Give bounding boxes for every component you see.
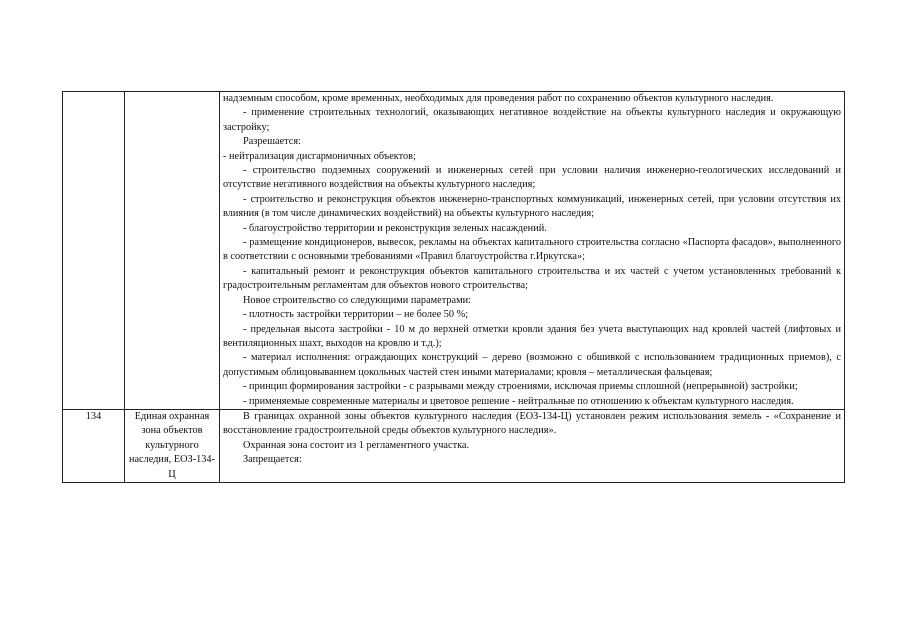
paragraph: Охранная зона состоит из 1 регламентного участка. [243,439,470,451]
regulations-table [62,91,845,483]
paragraph: - применяемые современные материалы и цветовое решение - нейтральные по отношению к объектам культурного наследия. [243,395,794,407]
paragraph: - принцип формирования застройки - с разрывами между строениями, исключая приемы сплошной (непрерывной) застройки; [243,381,798,393]
paragraph: - капитальный ремонт и реконструкция объектов капитального строительства и их частей с учетом установленных требований к градостроительным регламентам для объектов нового строительства; [223,265,841,292]
paragraph: Новое строительство со следующими параметрами: [243,294,471,306]
paragraph: Разрешается: [243,136,301,148]
table-row [63,92,845,410]
paragraph: Запрещается: [243,454,302,466]
table-row [63,409,845,482]
paragraph: - строительство и реконструкция объектов инженерно-транспортных коммуникаций, инженерных сетей, при условии отсутствия их влияния (в том числе динамических воздействий) на объекты культурного наследия; [223,193,841,220]
regulation-text-cell [220,409,845,482]
paragraph: - нейтрализация дисгармоничных объектов; [223,150,416,162]
paragraph: - благоустройство территории и реконструкция зеленых насаждений. [243,222,547,234]
paragraph: В границах охранной зоны объектов культурного наследия (ЕОЗ-134-Ц) установлен режим использования земель - «Сохранение и восстановление градостроительной среды объектов культурного наследия». [223,410,841,437]
zone-name-cell: Единая охранная зона объектов культурного наследия, ЕОЗ-134-Ц [125,409,220,482]
paragraph: - материал исполнения: ограждающих конструкций – дерево (возможно с обшивкой с использованием традиционных приемов), с допустимым облицовыванием цокольных частей стен иными материалами; кровля – металлическая фальцевая; [223,352,841,378]
number-cell: 134 [63,409,125,482]
paragraph: - строительство подземных сооружений и инженерных сетей при условии наличия инженерно-геологических исследований и отсутствие негативного воздействия на объекты культурного наследия; [223,165,841,191]
paragraph: - плотность застройки территории – не более 50 %; [243,309,469,321]
number-cell [63,92,125,410]
paragraph: - размещение кондиционеров, вывесок, рекламы на объектах капитального строительства согласно «Паспорта фасадов», выполненного в соответствии с основными требованиями «Правил благоустройства г.Иркутска»; [223,237,841,263]
paragraph: надземным способом, кроме временных, необходимых для проведения работ по сохранению объектов культурного наследия. [223,93,774,104]
zone-name-cell [125,92,220,410]
regulation-text-cell [220,92,845,410]
paragraph: - применение строительных технологий, оказывающих негативное воздействие на объекты культурного наследия и окружающую застройку; [223,107,841,133]
paragraph: - предельная высота застройки - 10 м до верхней отметки кровли здания без учета выступающих над кровлей частей (лифтовых и вентиляционных шахт, выходов на кровлю и т.д.); [223,323,841,349]
